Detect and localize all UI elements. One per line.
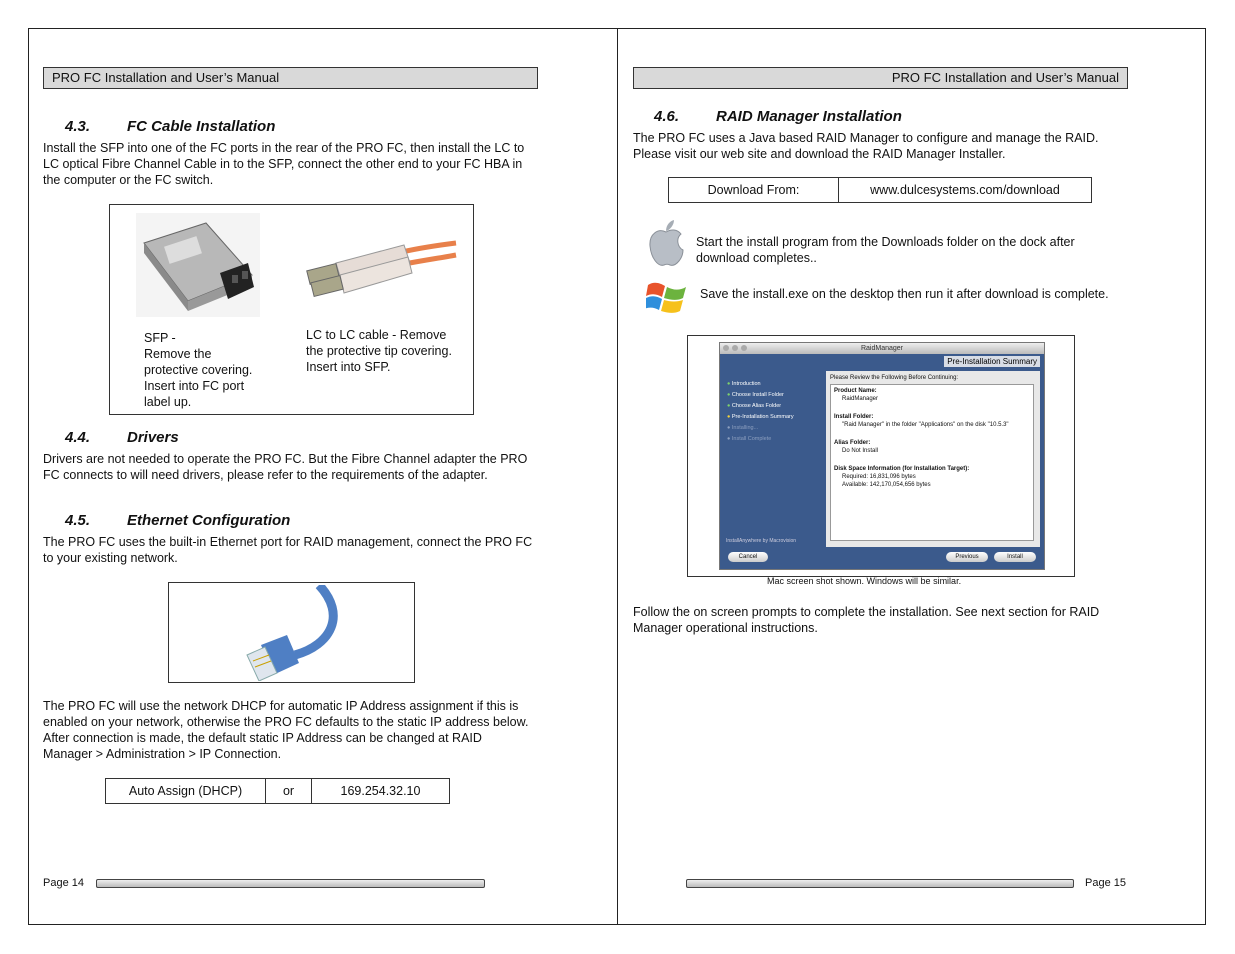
installer-content-panel	[826, 371, 1040, 547]
ethernet-figure-box	[168, 582, 415, 683]
installer-steps	[727, 379, 794, 445]
heading-4-5	[65, 512, 290, 529]
page-number-left: Page 14	[43, 877, 84, 889]
or-cell: or	[266, 779, 312, 804]
installer-cancel-button[interactable]: Cancel	[728, 552, 768, 562]
product-label: Product Name:	[834, 388, 877, 394]
step-alias-folder: ● Choose Alias Folder	[727, 403, 782, 409]
disk-label: Disk Space Information (for Installation Target):	[834, 466, 970, 472]
download-table	[668, 177, 1092, 203]
fc-figure-box	[109, 204, 474, 415]
page-divider	[617, 28, 618, 925]
lc-cable-image	[304, 233, 460, 303]
sfp-caption: SFP - Remove the protective covering. Insert into FC port label up.	[144, 331, 253, 409]
static-ip-cell: 169.254.32.10	[312, 779, 450, 804]
sfp-module-image	[136, 213, 260, 317]
alias-label: Alias Folder:	[834, 440, 871, 446]
heading-4-3	[65, 118, 275, 135]
download-label-cell: Download From:	[669, 178, 839, 203]
folder-label: Install Folder:	[834, 414, 874, 420]
footer-bar-left	[96, 879, 485, 888]
lc-caption: LC to LC cable - Remove the protective tip covering. Insert into SFP.	[306, 328, 452, 374]
step-pre-install-summary: ● Pre-Installation Summary	[727, 414, 794, 420]
section-title: Drivers	[127, 429, 179, 446]
right-header: PRO FC Installation and User’s Manual	[633, 67, 1128, 89]
alias-value: Do Not Install	[842, 448, 879, 454]
left-header: PRO FC Installation and User’s Manual	[43, 67, 538, 89]
installanywhere-brand: InstallAnywhere by Macrovision	[726, 538, 797, 544]
section-title: Ethernet Configuration	[127, 512, 291, 529]
installer-previous-button[interactable]: Previous	[946, 552, 988, 562]
installer-screenshot-frame	[687, 335, 1075, 577]
installer-install-button[interactable]: Install	[994, 552, 1036, 562]
section-number: 4.4.	[65, 429, 91, 446]
section-number: 4.5.	[65, 512, 91, 529]
available-value: Available: 142,170,054,656 bytes	[842, 482, 931, 488]
follow-prompts-text: Follow the on screen prompts to complete the installation. See next section for RAID Manager operational instructions.	[633, 605, 1100, 635]
installer-heading: Pre-Installation Summary	[944, 356, 1040, 367]
section-title: FC Cable Installation	[127, 118, 276, 135]
fc-cable-text: Install the SFP into one of the FC ports in the rear of the PRO FC, then install the LC to LC optical Fibre Channel Cable in to the SFP, connect the other end to your FC HBA in the computer or the FC switch.	[43, 141, 525, 187]
windows-instruction: Save the install.exe on the desktop then run it after download is complete.	[700, 287, 1109, 301]
folder-value: "Raid Manager" in the folder "Applications" on the disk "10.5.3"	[842, 422, 1009, 428]
windows-logo-icon	[646, 279, 688, 317]
section-number: 4.6.	[654, 108, 680, 125]
step-install-complete: ● Install Complete	[727, 436, 772, 442]
screenshot-caption: Mac screen shot shown. Windows will be similar.	[767, 576, 962, 586]
mac-instruction: Start the install program from the Downloads folder on the dock after download completes..	[696, 235, 1075, 265]
section-number: 4.3.	[65, 118, 91, 135]
heading-4-6	[654, 108, 902, 125]
dhcp-text: The PRO FC will use the network DHCP for automatic IP Address assignment if this is enabled on your network, otherwise the PRO FC defaults to the static IP address below. After connection is made, the default static IP Address can be changed at RAID Manager > Administration > IP Connection.	[43, 699, 529, 761]
step-introduction: ● Introduction	[727, 381, 761, 387]
close-dot-icon	[723, 345, 729, 351]
ip-address-table	[105, 778, 450, 804]
dhcp-cell: Auto Assign (DHCP)	[106, 779, 266, 804]
required-value: Required: 16,831,096 bytes	[842, 474, 916, 480]
installer-window-title: RaidManager	[860, 345, 904, 352]
footer-bar-right	[686, 879, 1074, 888]
product-value: RaidManager	[842, 396, 879, 402]
download-url-cell: www.dulcesystems.com/download	[839, 178, 1092, 203]
ethernet-cable-image	[239, 585, 349, 681]
heading-4-4	[65, 429, 179, 446]
drivers-text: Drivers are not needed to operate the PRO FC. But the Fibre Channel adapter the PRO FC connects to will need drivers, please refer to the requirements of the adapter.	[43, 452, 528, 482]
step-install-folder: ● Choose Install Folder	[727, 392, 784, 398]
raid-manager-text: The PRO FC uses a Java based RAID Manager to configure and manage the RAID. Please visit our web site and download the RAID Manager Installer.	[633, 131, 1099, 161]
zoom-dot-icon	[741, 345, 747, 351]
apple-logo-icon	[646, 220, 686, 268]
step-installing: ● Installing...	[727, 425, 759, 431]
summary-box	[830, 384, 1034, 541]
installer-titlebar	[720, 343, 1044, 354]
installer-window	[719, 342, 1045, 570]
ethernet-text: The PRO FC uses the built-in Ethernet port for RAID management, connect the PRO FC to your existing network.	[43, 535, 533, 565]
minimize-dot-icon	[732, 345, 738, 351]
review-heading: Please Review the Following Before Continuing:	[830, 375, 959, 381]
page-number-right: Page 15	[1085, 877, 1126, 889]
section-title: RAID Manager Installation	[716, 108, 902, 125]
